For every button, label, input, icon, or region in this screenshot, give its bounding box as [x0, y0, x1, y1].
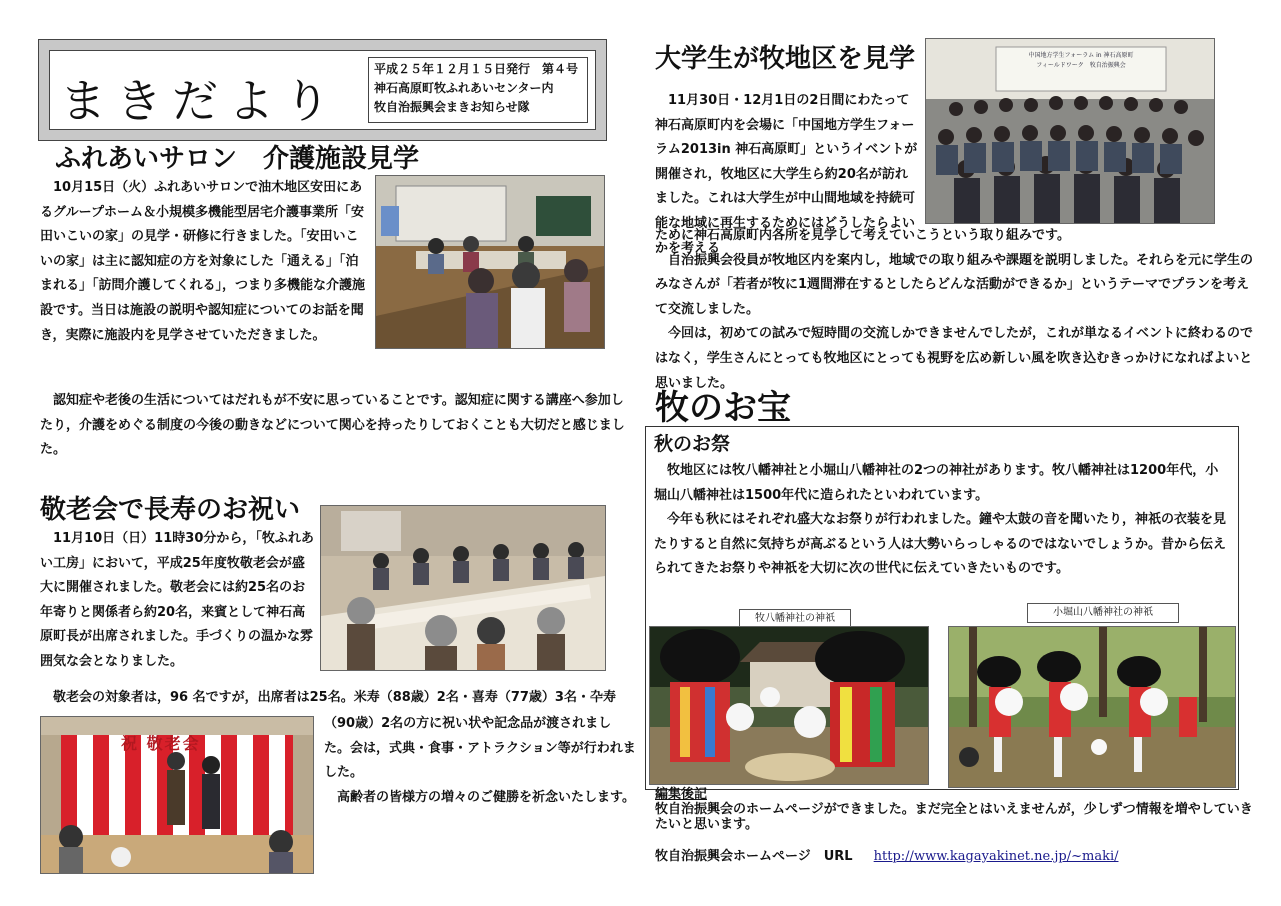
salon-para-2: 認知症や老後の生活についてはだれもが不安に思っていることです。認知症に関する講座へ参加したり，介護をめぐる制度の今後の動きなどについて関心を持ったりしておくことも大切だと感じました。: [40, 393, 625, 458]
keirou-heading: 敬老会で長寿のお祝い: [40, 495, 301, 525]
treasure-para-1: 牧地区には牧八幡神社と小堀山八幡神社の2つの神社があります。牧八幡神社は1200年代，小堀山八幡神社は1500年代に造られたといわれています。: [654, 463, 1219, 503]
salon-para-1: 10月15日（火）ふれあいサロンで油木地区安田にあるグループホーム＆小規模多機能型居宅介護事業所「安田いこいの家」の見学・研修に行きました。「安田いこいの家」は主に認知症の方を対象にした「通える」「泊まれる」「訪問介護してくれる」，つまり多機能な介護施設です。当日は施設の説明や認知症についてのお話を聞き，実際に施設内を見学させていただきました。: [40, 180, 366, 343]
keirou-photo-2: [40, 716, 314, 874]
homepage-label: 牧自治振興会ホームページ URL: [655, 849, 853, 864]
treasure-heading: 牧のお宝: [655, 388, 791, 428]
students-para-1a: 11月30日・12月1日の2日間にわたって神石高原町内を会場に「中国地方学生フォーラム2013in 神石高原町」というイベントが開催され，牧地区に大学生ら約20名が訪れました。これは大学生が中山間地域を持続可能な地域に再生するためにはどうしたらよいかを考える: [655, 93, 918, 256]
shrine-caption-1: 牧八幡神社の神祇: [739, 609, 851, 629]
location-line: 神石高原町牧ふれあいセンター内: [374, 81, 554, 95]
shrine-photo-2: [948, 626, 1236, 788]
keirou-body-2b: [324, 712, 636, 810]
shrine-caption-2: 小堀山八幡神社の神祇: [1027, 603, 1179, 623]
salon-heading: ふれあいサロン 介護施設見学: [55, 144, 420, 174]
students-photo: [925, 38, 1215, 224]
students-banner: [998, 51, 1164, 71]
students-heading: 大学生が牧地区を見学: [655, 44, 916, 74]
salon-body-2: [40, 389, 636, 463]
keirou-banner: 祝 敬老会: [121, 734, 201, 753]
masthead-inner: [49, 50, 596, 130]
keirou-body-1: [40, 527, 316, 675]
editor-text: 牧自治振興会のホームページができました。まだ完全とはいえませんが，少しずつ情報を増やしていきたいと思います。: [655, 802, 1253, 832]
newsletter-title: まきだより: [60, 74, 340, 128]
salon-body-1: [40, 176, 370, 348]
salon-photo: [375, 175, 605, 349]
keirou-para-2a: 敬老会の対象者は，96 名ですが，出席者は25名。米寿（88歳）2名・喜寿（77歳）3名・卆寿: [53, 690, 616, 705]
issue-info-box: [368, 57, 588, 123]
homepage-line: [655, 845, 1118, 864]
publisher-line: 牧自治振興会まきお知らせ隊: [374, 100, 530, 114]
students-para-3: 今回は，初めての試みで短時間の交流しかできませんでしたが，これが単なるイベントに終わるのではなく，学生さんにとっても牧地区にとっても視野を広め新しい風を吹き込むきっかけになればよいと思いました。: [655, 326, 1254, 391]
students-banner-line-2: フィールドワーク 牧自治振興会: [1036, 62, 1126, 69]
students-body-2: [655, 224, 1253, 396]
keirou-para-1: 11月10日（日）11時30分から，「牧ふれあい工房」において，平成25年度牧敬老会が盛大に開催されました。敬老会には約25名のお年寄りと関係者ら約20名，来賓として神石高原町長が出席されました。手づくりの温かな雰囲気な会となりました。: [40, 531, 314, 669]
issue-line: 平成２５年１２月１５日発行 第４号: [374, 62, 579, 76]
keirou-photo-1: [320, 505, 606, 671]
keirou-para-2b: （90歳）2名の方に祝い状や記念品が渡されました。会は，式典・食事・アトラクション等が行われました。: [324, 716, 636, 781]
students-banner-line-1: 中国地方学生フォーラム in 神石高原町: [1028, 52, 1134, 59]
treasure-para-2: 今年も秋にはそれぞれ盛大なお祭りが行われました。鐘や太鼓の音を聞いたり，神祇の衣装を見たりすると自然に気持ちが高ぶるという人は大勢いらっしゃるのではないでしょうか。昔から伝えられてきたお祭りや神祇を大切に次の世代に伝えていきたいものです。: [654, 512, 1227, 577]
students-para-2: 自治振興会役員が牧地区内を案内し，地域での取り組みや課題を説明しました。それらを元に学生のみなさんが「若者が牧に1週間滞在するとしたらどんな活動ができるか」というテーマでプランを考えて交流しました。: [655, 252, 1254, 317]
homepage-link[interactable]: http://www.kagayakinet.ne.jp/~maki/: [873, 849, 1119, 864]
keirou-body-2a: [40, 686, 636, 711]
shrine-photo-1: [649, 626, 929, 785]
editor-heading: 編集後記: [655, 787, 708, 802]
treasure-body: [654, 459, 1228, 582]
treasure-box: [645, 426, 1239, 790]
keirou-para-3: 高齢者の皆様方の増々のご健勝を祈念いたします。: [337, 789, 635, 805]
students-para-1b: ために神石高原町内各所を見学して考えていこうという取り組みです。: [655, 228, 1070, 243]
editor-note: [655, 787, 1253, 832]
masthead: [38, 39, 607, 141]
treasure-subheading: 秋のお祭: [654, 433, 731, 455]
